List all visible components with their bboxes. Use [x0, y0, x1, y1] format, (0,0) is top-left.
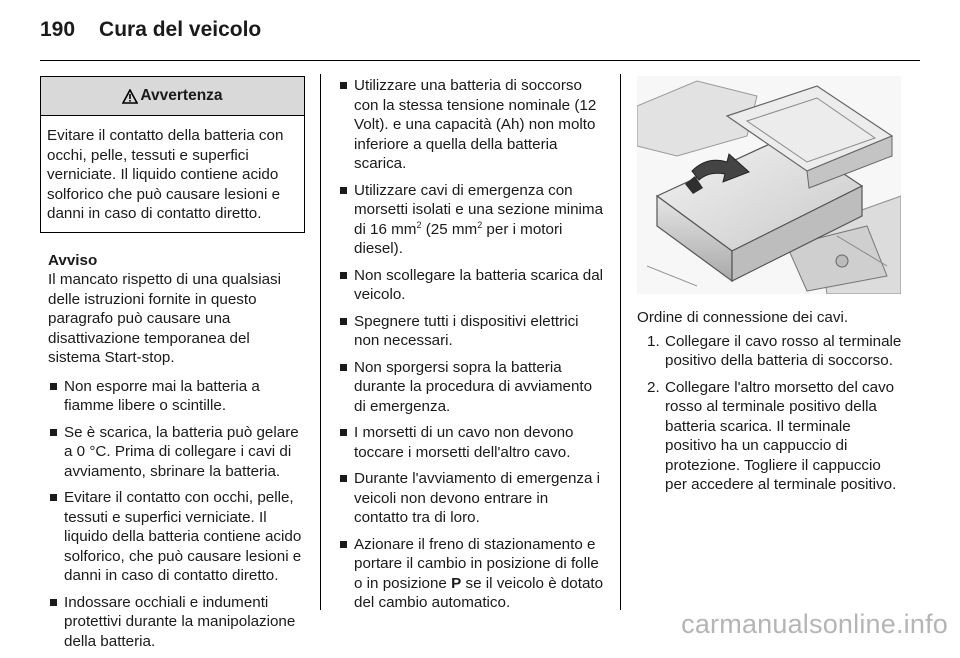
list-item: I morsetti di un cavo non devono toccare i morsetti dell'altro cavo.	[338, 423, 606, 462]
warning-box	[40, 76, 305, 233]
list-item: Spegnere tutti i dispositivi elettrici non necessari.	[338, 312, 606, 351]
header-divider	[40, 60, 920, 61]
step-number: 1.	[647, 332, 660, 350]
list-item: Utilizzare cavi di emergenza con morsetti isolati e una sezione minima di 16 $mm^2$ (25 $mm^2$ per i motori diesel).	[338, 181, 606, 259]
column-middle	[338, 76, 606, 620]
list-item	[637, 332, 903, 371]
notice-title: Avviso	[48, 251, 98, 269]
list-item: Evitare il contatto con occhi, pelle, tessuti e superfici verniciate. Il liquido della batteria contiene acido solforico, che può causare lesioni e danni in caso di contatto diretto.	[48, 488, 305, 586]
page-header	[40, 18, 261, 48]
list-item	[637, 378, 903, 495]
column-right	[637, 76, 903, 502]
list-item: Non scollegare la batteria scarica dal veicolo.	[338, 266, 606, 305]
step-text: Collegare l'altro morsetto del cavo rosso al terminale positivo della batteria scarica. Il terminale positivo ha un cappuccio di protezione. Togliere il cappuccio per accedere al terminale positivo.	[665, 378, 897, 493]
watermark: carmanualsonline.info	[681, 609, 948, 639]
warning-header	[41, 77, 304, 116]
list-item: Utilizzare una batteria di soccorso con la stessa tensione nominale (12 Volt). e una capacità (Ah) non molto inferiore a quella della batteria scarica.	[338, 76, 606, 174]
notice-block	[40, 251, 305, 368]
warning-title: Avvertenza	[140, 87, 223, 105]
page-number: 190	[40, 18, 76, 41]
list-item: Non sporgersi sopra la batteria durante la procedura di avviamento di emergenza.	[338, 358, 606, 417]
battery-illustration	[637, 76, 901, 294]
step-number: 2.	[647, 378, 660, 396]
safety-list	[40, 377, 305, 652]
list-item: Azionare il freno di stazionamento e portare il cambio in posizione di folle o in posizione P se il veicolo è dotato del cambio automatico.	[338, 535, 606, 613]
warning-text: Evitare il contatto della batteria con occhi, pelle, tessuti e superfici verniciate. Il liquido contiene acido solforico che può causare lesioni e danni in caso di contatto diretto.	[47, 127, 284, 222]
page-title: Cura del veicolo	[99, 18, 262, 41]
list-item: Durante l'avviamento di emergenza i veicoli non devono entrare in contatto tra di loro.	[338, 469, 606, 528]
notice-text: Il mancato rispetto di una qualsiasi delle istruzioni fornite in questo paragrafo può causare una disattivazione temporanea del sistema Start-stop.	[48, 271, 282, 366]
figure-caption: Ordine di connessione dei cavi.	[637, 309, 849, 326]
list-item: Se è scarica, la batteria può gelare a 0 °C. Prima di collegare i cavi di avviamento, sbrinare la batteria.	[48, 423, 305, 482]
list-item: Non esporre mai la batteria a fiamme libere o scintille.	[48, 377, 305, 416]
steps-list	[637, 332, 903, 495]
step-text: Collegare il cavo rosso al terminale positivo della batteria di soccorso.	[665, 332, 902, 369]
list-item: Indossare occhiali e indumenti protettivi durante la manipolazione della batteria.	[48, 593, 305, 652]
jumpstart-list	[338, 76, 606, 613]
warning-triangle-icon	[122, 89, 138, 104]
column-left	[40, 76, 305, 658]
column-divider	[320, 74, 321, 610]
column-divider	[620, 74, 621, 610]
